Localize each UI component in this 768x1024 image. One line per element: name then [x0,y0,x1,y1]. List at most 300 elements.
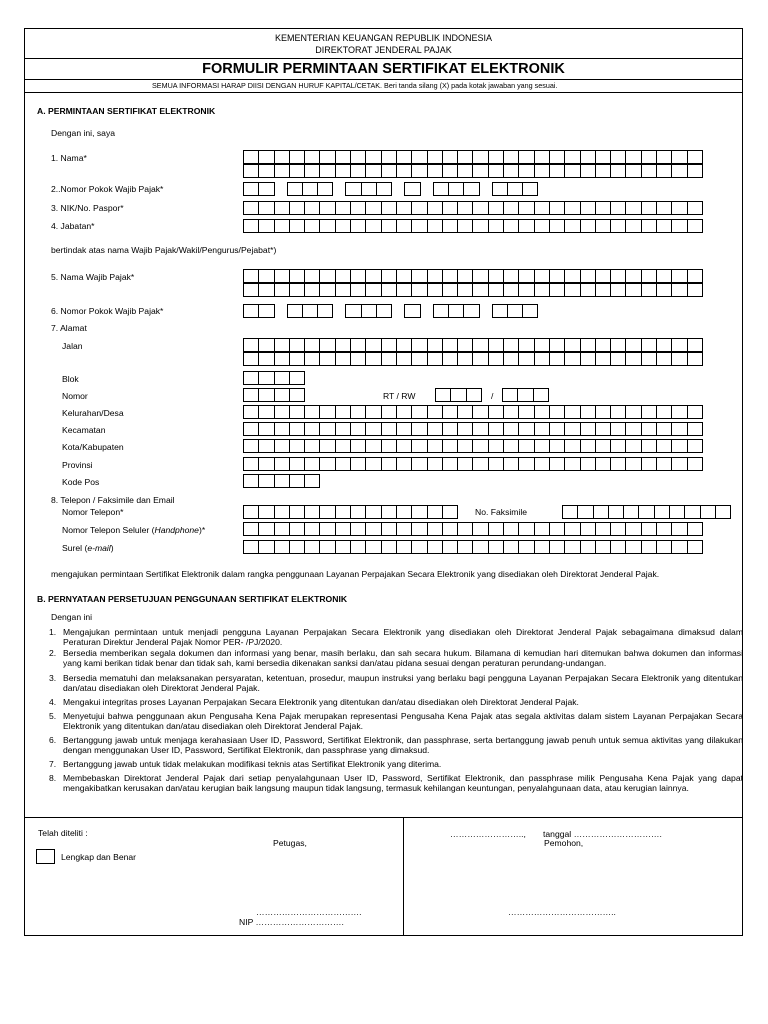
kecamatan-boxes[interactable] [243,422,702,436]
char-box[interactable] [289,371,305,385]
char-box[interactable] [335,505,351,519]
char-box[interactable] [302,304,318,318]
char-box[interactable] [580,201,596,215]
char-box[interactable] [427,505,443,519]
char-box[interactable] [274,269,290,283]
char-box[interactable] [656,439,672,453]
char-box[interactable] [365,219,381,233]
char-box[interactable] [472,283,488,297]
char-box[interactable] [549,405,565,419]
char-box[interactable] [472,150,488,164]
char-box[interactable] [381,164,397,178]
char-box[interactable] [518,540,534,554]
char-box[interactable] [304,422,320,436]
char-box[interactable] [289,219,305,233]
char-box[interactable] [319,439,335,453]
char-box[interactable] [258,388,274,402]
char-box[interactable] [304,201,320,215]
char-box[interactable] [610,201,626,215]
char-box[interactable] [350,164,366,178]
char-box[interactable] [671,522,687,536]
char-box[interactable] [580,283,596,297]
kota-boxes[interactable] [243,439,702,453]
char-box[interactable] [534,201,550,215]
char-box[interactable] [350,219,366,233]
char-box[interactable] [488,269,504,283]
char-box[interactable] [595,164,611,178]
char-box[interactable] [243,422,259,436]
char-box[interactable] [534,422,550,436]
char-box[interactable] [365,338,381,352]
char-box[interactable] [503,219,519,233]
char-box[interactable] [258,522,274,536]
char-box[interactable] [319,201,335,215]
char-box[interactable] [289,422,305,436]
char-box[interactable] [656,405,672,419]
char-box[interactable] [274,338,290,352]
char-box[interactable] [442,522,458,536]
char-box[interactable] [365,201,381,215]
char-box[interactable] [335,338,351,352]
char-box[interactable] [361,182,377,196]
kelurahan-boxes[interactable] [243,405,702,419]
char-box[interactable] [258,269,274,283]
char-box[interactable] [564,457,580,471]
char-box[interactable] [243,164,259,178]
char-box[interactable] [427,201,443,215]
char-box[interactable] [549,338,565,352]
char-box[interactable] [442,150,458,164]
char-box[interactable] [671,352,687,366]
char-box[interactable] [715,505,731,519]
char-box[interactable] [641,338,657,352]
char-box[interactable] [396,457,412,471]
provinsi-boxes[interactable] [243,457,702,471]
char-box[interactable] [361,304,377,318]
char-box[interactable] [365,164,381,178]
char-box[interactable] [580,164,596,178]
char-box[interactable] [442,352,458,366]
char-box[interactable] [534,150,550,164]
char-box[interactable] [396,219,412,233]
char-box[interactable] [258,422,274,436]
char-box[interactable] [595,457,611,471]
char-box[interactable] [656,352,672,366]
char-box[interactable] [625,219,641,233]
char-box[interactable] [503,150,519,164]
char-box[interactable] [258,439,274,453]
char-box[interactable] [518,219,534,233]
char-box[interactable] [457,522,473,536]
char-box[interactable] [442,269,458,283]
char-box[interactable] [656,150,672,164]
char-box[interactable] [488,201,504,215]
char-box[interactable] [656,164,672,178]
char-box[interactable] [427,540,443,554]
char-box[interactable] [472,219,488,233]
char-box[interactable] [335,283,351,297]
char-box[interactable] [503,457,519,471]
char-box[interactable] [503,422,519,436]
char-box[interactable] [450,388,466,402]
char-box[interactable] [448,304,464,318]
char-box[interactable] [457,283,473,297]
char-box[interactable] [350,269,366,283]
char-box[interactable] [435,388,451,402]
char-box[interactable] [258,457,274,471]
char-box[interactable] [304,164,320,178]
char-box[interactable] [488,352,504,366]
char-box[interactable] [595,405,611,419]
char-box[interactable] [274,150,290,164]
char-box[interactable] [442,201,458,215]
char-box[interactable] [654,505,670,519]
char-box[interactable] [595,219,611,233]
char-box[interactable] [641,405,657,419]
char-box[interactable] [472,352,488,366]
char-box[interactable] [492,182,508,196]
char-box[interactable] [304,405,320,419]
char-box[interactable] [534,269,550,283]
char-box[interactable] [350,457,366,471]
char-box[interactable] [381,201,397,215]
char-box[interactable] [243,439,259,453]
nik-boxes[interactable] [243,201,702,215]
char-box[interactable] [258,219,274,233]
char-box[interactable] [442,457,458,471]
char-box[interactable] [457,201,473,215]
char-box[interactable] [317,182,333,196]
char-box[interactable] [350,283,366,297]
char-box[interactable] [335,540,351,554]
char-box[interactable] [641,522,657,536]
char-box[interactable] [243,219,259,233]
char-box[interactable] [503,283,519,297]
char-box[interactable] [671,338,687,352]
char-box[interactable] [365,352,381,366]
char-box[interactable] [396,422,412,436]
char-box[interactable] [289,522,305,536]
char-box[interactable] [687,540,703,554]
char-box[interactable] [433,182,449,196]
char-box[interactable] [411,338,427,352]
char-box[interactable] [669,505,685,519]
char-box[interactable] [350,439,366,453]
char-box[interactable] [610,269,626,283]
char-box[interactable] [549,201,565,215]
char-box[interactable] [580,457,596,471]
char-box[interactable] [319,505,335,519]
char-box[interactable] [304,457,320,471]
char-box[interactable] [258,283,274,297]
char-box[interactable] [549,422,565,436]
char-box[interactable] [442,164,458,178]
char-box[interactable] [411,164,427,178]
char-box[interactable] [466,388,482,402]
char-box[interactable] [623,505,639,519]
char-box[interactable] [319,164,335,178]
char-box[interactable] [641,201,657,215]
char-box[interactable] [381,338,397,352]
char-box[interactable] [289,338,305,352]
char-box[interactable] [274,474,290,488]
char-box[interactable] [243,269,259,283]
char-box[interactable] [564,150,580,164]
char-box[interactable] [503,405,519,419]
char-box[interactable] [656,422,672,436]
char-box[interactable] [376,304,392,318]
char-box[interactable] [442,439,458,453]
char-box[interactable] [287,182,303,196]
nama-boxes-row1[interactable] [243,150,702,164]
char-box[interactable] [319,522,335,536]
char-box[interactable] [488,219,504,233]
char-box[interactable] [656,457,672,471]
char-box[interactable] [243,522,259,536]
char-box[interactable] [564,405,580,419]
char-box[interactable] [243,150,259,164]
char-box[interactable] [518,439,534,453]
char-box[interactable] [335,269,351,283]
char-box[interactable] [610,352,626,366]
char-box[interactable] [381,439,397,453]
char-box[interactable] [289,457,305,471]
char-box[interactable] [610,283,626,297]
char-box[interactable] [518,522,534,536]
char-box[interactable] [534,338,550,352]
char-box[interactable] [610,457,626,471]
char-box[interactable] [564,201,580,215]
char-box[interactable] [488,405,504,419]
char-box[interactable] [335,422,351,436]
char-box[interactable] [488,422,504,436]
char-box[interactable] [243,352,259,366]
char-box[interactable] [549,352,565,366]
char-box[interactable] [518,269,534,283]
char-box[interactable] [274,540,290,554]
char-box[interactable] [656,201,672,215]
char-box[interactable] [365,505,381,519]
char-box[interactable] [289,405,305,419]
char-box[interactable] [507,182,523,196]
char-box[interactable] [522,304,538,318]
char-box[interactable] [503,352,519,366]
char-box[interactable] [656,540,672,554]
jalan-boxes-row2[interactable] [243,352,702,366]
char-box[interactable] [304,474,320,488]
char-box[interactable] [258,405,274,419]
char-box[interactable] [671,269,687,283]
char-box[interactable] [502,388,518,402]
char-box[interactable] [319,150,335,164]
char-box[interactable] [488,338,504,352]
char-box[interactable] [304,505,320,519]
char-box[interactable] [289,439,305,453]
char-box[interactable] [396,150,412,164]
char-box[interactable] [656,338,672,352]
char-box[interactable] [472,201,488,215]
char-box[interactable] [549,219,565,233]
char-box[interactable] [687,422,703,436]
char-box[interactable] [457,457,473,471]
char-box[interactable] [396,352,412,366]
char-box[interactable] [411,422,427,436]
lengkap-checkbox[interactable] [36,849,55,864]
char-box[interactable] [396,164,412,178]
char-box[interactable] [549,522,565,536]
char-box[interactable] [580,352,596,366]
char-box[interactable] [365,522,381,536]
char-box[interactable] [274,422,290,436]
char-box[interactable] [656,219,672,233]
char-box[interactable] [503,540,519,554]
char-box[interactable] [549,457,565,471]
char-box[interactable] [304,269,320,283]
char-box[interactable] [625,540,641,554]
char-box[interactable] [671,219,687,233]
char-box[interactable] [442,338,458,352]
char-box[interactable] [687,338,703,352]
char-box[interactable] [335,201,351,215]
char-box[interactable] [564,269,580,283]
char-box[interactable] [687,150,703,164]
char-box[interactable] [289,201,305,215]
faksimile-boxes[interactable] [562,505,730,519]
char-box[interactable] [671,405,687,419]
seluler-boxes[interactable] [243,522,702,536]
char-box[interactable] [549,283,565,297]
char-box[interactable] [289,269,305,283]
char-box[interactable] [427,150,443,164]
char-box[interactable] [595,283,611,297]
char-box[interactable] [472,405,488,419]
char-box[interactable] [365,269,381,283]
char-box[interactable] [243,457,259,471]
char-box[interactable] [564,338,580,352]
char-box[interactable] [258,182,274,196]
char-box[interactable] [518,422,534,436]
char-box[interactable] [427,219,443,233]
kode-pos-boxes[interactable] [243,474,319,488]
char-box[interactable] [671,283,687,297]
char-box[interactable] [549,164,565,178]
char-box[interactable] [442,422,458,436]
char-box[interactable] [274,522,290,536]
char-box[interactable] [243,505,259,519]
char-box[interactable] [304,150,320,164]
char-box[interactable] [365,422,381,436]
char-box[interactable] [304,219,320,233]
npwp-boxes[interactable] [243,182,537,196]
char-box[interactable] [345,304,361,318]
char-box[interactable] [457,150,473,164]
char-box[interactable] [319,283,335,297]
char-box[interactable] [564,522,580,536]
char-box[interactable] [335,150,351,164]
char-box[interactable] [503,201,519,215]
char-box[interactable] [304,352,320,366]
char-box[interactable] [396,522,412,536]
nama-boxes-row2[interactable] [243,164,702,178]
char-box[interactable] [350,522,366,536]
char-box[interactable] [365,540,381,554]
char-box[interactable] [700,505,716,519]
char-box[interactable] [641,269,657,283]
char-box[interactable] [687,405,703,419]
char-box[interactable] [595,269,611,283]
char-box[interactable] [625,150,641,164]
char-box[interactable] [335,164,351,178]
char-box[interactable] [345,182,361,196]
char-box[interactable] [671,457,687,471]
char-box[interactable] [335,405,351,419]
char-box[interactable] [641,164,657,178]
char-box[interactable] [472,164,488,178]
char-box[interactable] [427,457,443,471]
char-box[interactable] [488,540,504,554]
char-box[interactable] [503,164,519,178]
char-box[interactable] [258,201,274,215]
char-box[interactable] [562,505,578,519]
char-box[interactable] [472,439,488,453]
char-box[interactable] [317,304,333,318]
char-box[interactable] [274,439,290,453]
char-box[interactable] [517,388,533,402]
char-box[interactable] [274,371,290,385]
char-box[interactable] [610,522,626,536]
char-box[interactable] [595,338,611,352]
char-box[interactable] [396,405,412,419]
char-box[interactable] [671,150,687,164]
char-box[interactable] [534,283,550,297]
char-box[interactable] [302,182,318,196]
char-box[interactable] [625,201,641,215]
char-box[interactable] [577,505,593,519]
char-box[interactable] [687,439,703,453]
char-box[interactable] [656,283,672,297]
char-box[interactable] [243,283,259,297]
char-box[interactable] [610,405,626,419]
char-box[interactable] [488,457,504,471]
char-box[interactable] [243,474,259,488]
char-box[interactable] [595,540,611,554]
char-box[interactable] [518,352,534,366]
char-box[interactable] [625,269,641,283]
char-box[interactable] [595,522,611,536]
char-box[interactable] [610,338,626,352]
char-box[interactable] [243,201,259,215]
char-box[interactable] [396,269,412,283]
rw-boxes[interactable] [502,388,548,402]
char-box[interactable] [289,505,305,519]
char-box[interactable] [381,405,397,419]
char-box[interactable] [608,505,624,519]
char-box[interactable] [472,269,488,283]
char-box[interactable] [274,164,290,178]
char-box[interactable] [656,522,672,536]
char-box[interactable] [258,474,274,488]
char-box[interactable] [522,182,538,196]
char-box[interactable] [534,540,550,554]
jalan-boxes-row1[interactable] [243,338,702,352]
char-box[interactable] [289,474,305,488]
char-box[interactable] [274,201,290,215]
char-box[interactable] [638,505,654,519]
char-box[interactable] [335,439,351,453]
char-box[interactable] [564,283,580,297]
char-box[interactable] [274,388,290,402]
char-box[interactable] [258,352,274,366]
